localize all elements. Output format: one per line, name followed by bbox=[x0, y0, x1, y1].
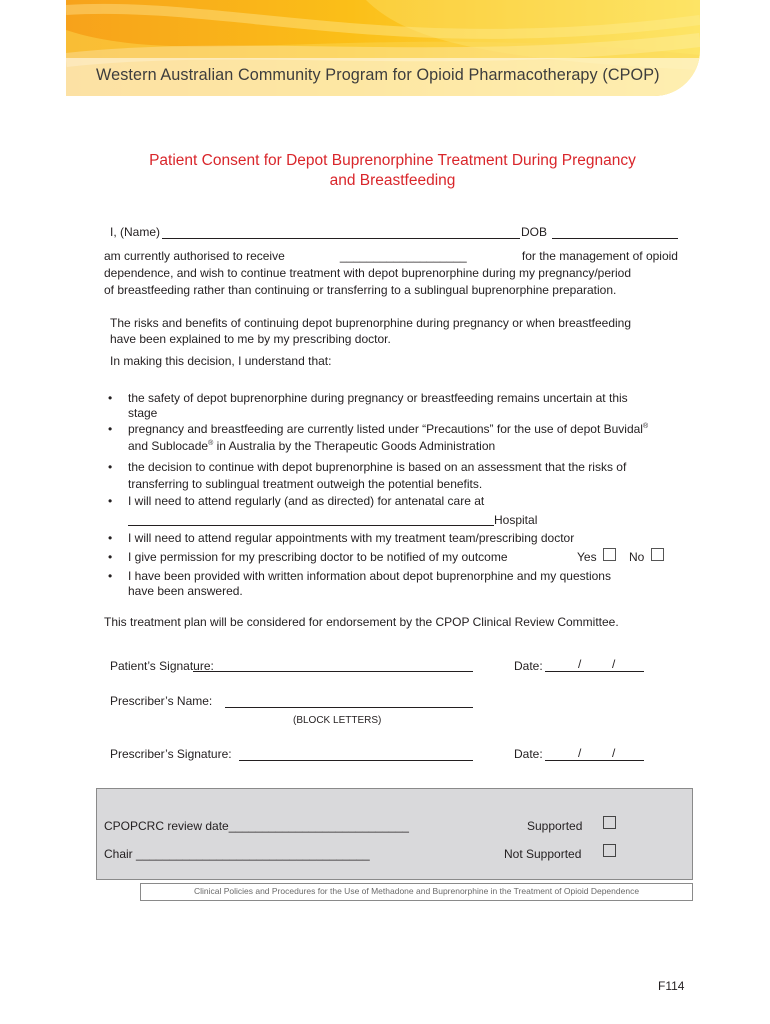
bullet-3-line-2: transferring to sublingual treatment outweigh the potential benefits. bbox=[128, 477, 483, 491]
intro-line-2: dependence, and wish to continue treatment with depot buprenorphine during my pregnancy/period bbox=[104, 266, 632, 280]
name-field[interactable] bbox=[162, 238, 520, 239]
bullet-icon: • bbox=[108, 391, 113, 405]
bullet-icon: • bbox=[108, 569, 113, 583]
chair-label: Chair ___________________________________ bbox=[104, 847, 370, 861]
footer-text: Clinical Policies and Procedures for the Use of Methadone and Buprenorphine in the Treatment of Opioid Dependence bbox=[193, 886, 640, 896]
page-title bbox=[90, 151, 695, 191]
prescriber-name-field[interactable] bbox=[225, 707, 473, 708]
bullet-icon: • bbox=[108, 422, 113, 436]
bullet-3-line-1: the decision to continue with depot buprenorphine is based on an assessment that the risks of bbox=[128, 460, 627, 474]
prescriber-signature-field[interactable] bbox=[239, 760, 473, 761]
title-line-2: and Breastfeeding bbox=[329, 172, 456, 189]
risks-line-1: The risks and benefits of continuing depot buprenorphine during pregnancy or when breastfeeding bbox=[110, 316, 632, 330]
date-slash: / bbox=[578, 746, 582, 760]
intro-line-1: am currently authorised to receive ___________________ for the management of opioid bbox=[104, 249, 678, 263]
dob-field[interactable] bbox=[552, 238, 678, 239]
title-line-1: Patient Consent for Depot Buprenorphine Treatment During Pregnancy bbox=[149, 152, 636, 169]
supported-label: Supported bbox=[527, 819, 583, 833]
patient-date-field[interactable] bbox=[545, 671, 644, 672]
program-name: Western Australian Community Program for Opioid Pharmacotherapy (CPOP) bbox=[96, 66, 660, 84]
date-slash: / bbox=[612, 746, 616, 760]
date-slash: / bbox=[612, 657, 616, 671]
date-label-2: Date: bbox=[514, 747, 543, 761]
risks-line-2: have been explained to me by my prescribing doctor. bbox=[110, 332, 391, 346]
form-code: F114 bbox=[658, 979, 685, 993]
review-date-label: CPOPCRC review date___________________________ bbox=[104, 819, 409, 833]
supported-checkbox[interactable] bbox=[603, 816, 616, 829]
bullet-5: I will need to attend regular appointments with my treatment team/prescribing doctor bbox=[128, 531, 575, 545]
date-label-1: Date: bbox=[514, 659, 543, 673]
no-checkbox[interactable] bbox=[651, 548, 664, 561]
prescriber-date-field[interactable] bbox=[545, 760, 644, 761]
yes-checkbox[interactable] bbox=[603, 548, 616, 561]
hospital-field[interactable] bbox=[128, 525, 494, 526]
bullet-2-line-1: pregnancy and breastfeeding are currently listed under “Precautions” for the use of depot Buvidal® bbox=[128, 422, 649, 436]
not-supported-checkbox[interactable] bbox=[603, 844, 616, 857]
bullet-1-line-2: stage bbox=[128, 406, 158, 420]
prescriber-signature-label: Prescriber’s Signature: bbox=[110, 747, 232, 761]
review-date-field[interactable]: ___________________________ bbox=[228, 819, 409, 833]
bullet-1-line-1: the safety of depot buprenorphine during pregnancy or breastfeeding remains uncertain at this bbox=[128, 391, 628, 405]
dob-label: DOB bbox=[521, 225, 548, 239]
bullet-icon: • bbox=[108, 550, 113, 564]
bullet-7-line-2: have been answered. bbox=[128, 584, 243, 598]
bullet-icon: • bbox=[108, 494, 113, 508]
footer-box bbox=[140, 883, 693, 901]
yes-label: Yes bbox=[577, 550, 597, 564]
prescriber-name-label: Prescriber’s Name: bbox=[110, 694, 213, 708]
understand-heading: In making this decision, I understand that: bbox=[110, 354, 332, 368]
chair-field[interactable]: ___________________________________ bbox=[136, 847, 370, 861]
bullet-4-line-2: Hospital bbox=[494, 513, 538, 527]
medication-field[interactable]: ___________________ bbox=[339, 249, 467, 263]
name-label: I, (Name) bbox=[110, 225, 161, 239]
bullet-icon: • bbox=[108, 460, 113, 474]
bullet-4-line-1: I will need to attend regularly (and as directed) for antenatal care at bbox=[128, 494, 485, 508]
patient-signature-field[interactable] bbox=[193, 671, 473, 672]
block-letters-note: (BLOCK LETTERS) bbox=[293, 715, 382, 726]
endorsement-text: This treatment plan will be considered for endorsement by the CPOP Clinical Review Committee. bbox=[104, 615, 619, 629]
intro-line-3: of breastfeeding rather than continuing or transferring to a sublingual buprenorphine preparation. bbox=[104, 283, 617, 297]
date-slash: / bbox=[578, 657, 582, 671]
bullet-7-line-1: I have been provided with written information about depot buprenorphine and my questions bbox=[128, 569, 611, 583]
patient-signature-label: Patient’s Signature: bbox=[110, 659, 214, 673]
no-label: No bbox=[629, 550, 645, 564]
bullet-2-line-2: and Sublocade® in Australia by the Therapeutic Goods Administration bbox=[128, 439, 496, 453]
bullet-icon: • bbox=[108, 531, 113, 545]
not-supported-label: Not Supported bbox=[504, 847, 582, 861]
bullet-6: I give permission for my prescribing doctor to be notified of my outcome bbox=[128, 550, 508, 564]
